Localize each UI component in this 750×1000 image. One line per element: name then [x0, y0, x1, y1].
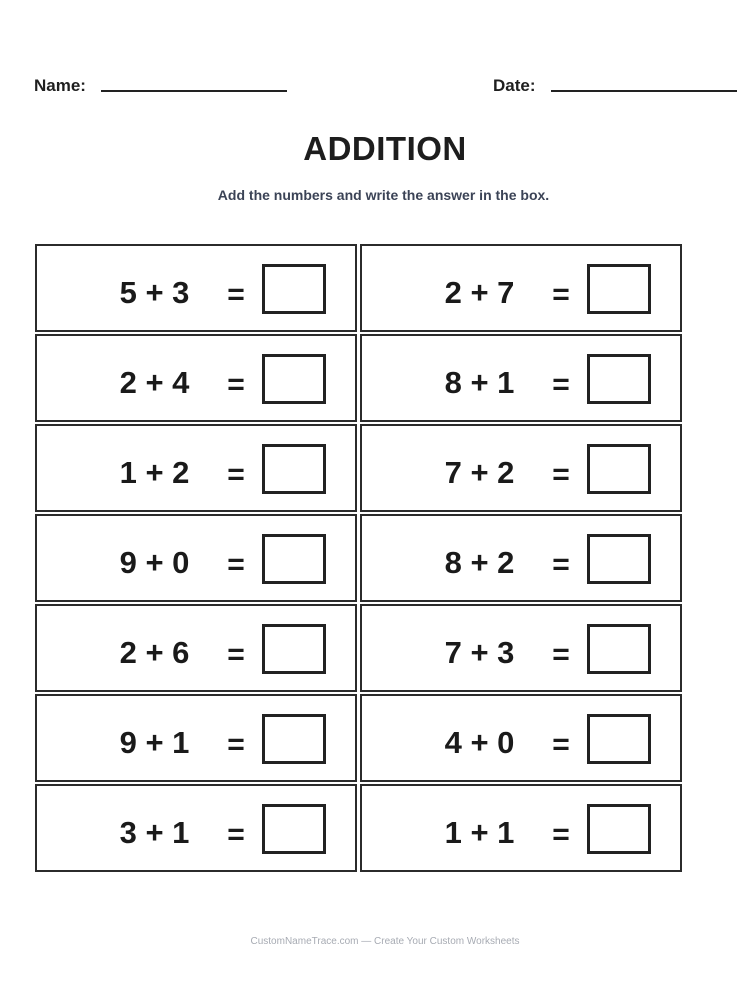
answer-box[interactable]: [587, 264, 651, 314]
answer-box[interactable]: [587, 354, 651, 404]
header-row: [34, 74, 737, 98]
equals-sign: =: [227, 638, 245, 671]
answer-box[interactable]: [587, 444, 651, 494]
equals-sign: =: [552, 278, 570, 311]
equals-sign: =: [552, 368, 570, 401]
date-blank-line[interactable]: [551, 90, 737, 92]
answer-box[interactable]: [587, 624, 651, 674]
footer-credit: CustomNameTrace.com — Create Your Custom Worksheets: [250, 936, 520, 947]
equation: 3 + 1: [119, 815, 190, 850]
problem-cell: [360, 424, 682, 512]
instructions-text: Add the numbers and write the answer in the box.: [217, 187, 550, 203]
date-label: Date:: [493, 76, 536, 95]
problem-cell: [35, 694, 357, 782]
answer-box[interactable]: [262, 444, 326, 494]
equation: 9 + 0: [119, 545, 190, 580]
equals-sign: =: [552, 728, 570, 761]
equation: 9 + 1: [119, 725, 190, 760]
equation: 2 + 7: [444, 275, 515, 310]
problem-cell: [35, 514, 357, 602]
answer-box[interactable]: [262, 624, 326, 674]
equation: 7 + 2: [444, 455, 515, 490]
problem-cell: [360, 334, 682, 422]
name-label: Name:: [34, 76, 86, 95]
equation: 1 + 2: [119, 455, 190, 490]
equals-sign: =: [552, 548, 570, 581]
equals-sign: =: [227, 818, 245, 851]
answer-box[interactable]: [262, 264, 326, 314]
equals-sign: =: [227, 368, 245, 401]
equation: 7 + 3: [444, 635, 515, 670]
equation: 1 + 1: [444, 815, 515, 850]
answer-box[interactable]: [587, 534, 651, 584]
problem-cell: [35, 424, 357, 512]
page-title: ADDITION: [303, 130, 467, 167]
problem-grid: [35, 244, 682, 874]
answer-box[interactable]: [262, 714, 326, 764]
equals-sign: =: [552, 458, 570, 491]
equals-sign: =: [227, 548, 245, 581]
equation: 5 + 3: [119, 275, 190, 310]
problem-cell: [360, 244, 682, 332]
name-blank-line[interactable]: [101, 90, 287, 92]
equation: 8 + 2: [444, 545, 515, 580]
problem-cell: [35, 334, 357, 422]
equals-sign: =: [227, 278, 245, 311]
problem-cell: [360, 514, 682, 602]
answer-box[interactable]: [587, 714, 651, 764]
problem-cell: [360, 604, 682, 692]
equals-sign: =: [227, 458, 245, 491]
equation: 2 + 6: [119, 635, 190, 670]
problem-cell: [35, 604, 357, 692]
problem-cell: [35, 784, 357, 872]
problem-cell: [360, 694, 682, 782]
equals-sign: =: [227, 728, 245, 761]
problem-cell: [35, 244, 357, 332]
equals-sign: =: [552, 818, 570, 851]
date-field[interactable]: [493, 74, 737, 98]
answer-box[interactable]: [262, 354, 326, 404]
answer-box[interactable]: [262, 534, 326, 584]
equation: 8 + 1: [444, 365, 515, 400]
name-field[interactable]: [34, 74, 289, 98]
equation: 4 + 0: [444, 725, 515, 760]
equation: 2 + 4: [119, 365, 190, 400]
problem-cell: [360, 784, 682, 872]
equals-sign: =: [552, 638, 570, 671]
answer-box[interactable]: [587, 804, 651, 854]
answer-box[interactable]: [262, 804, 326, 854]
